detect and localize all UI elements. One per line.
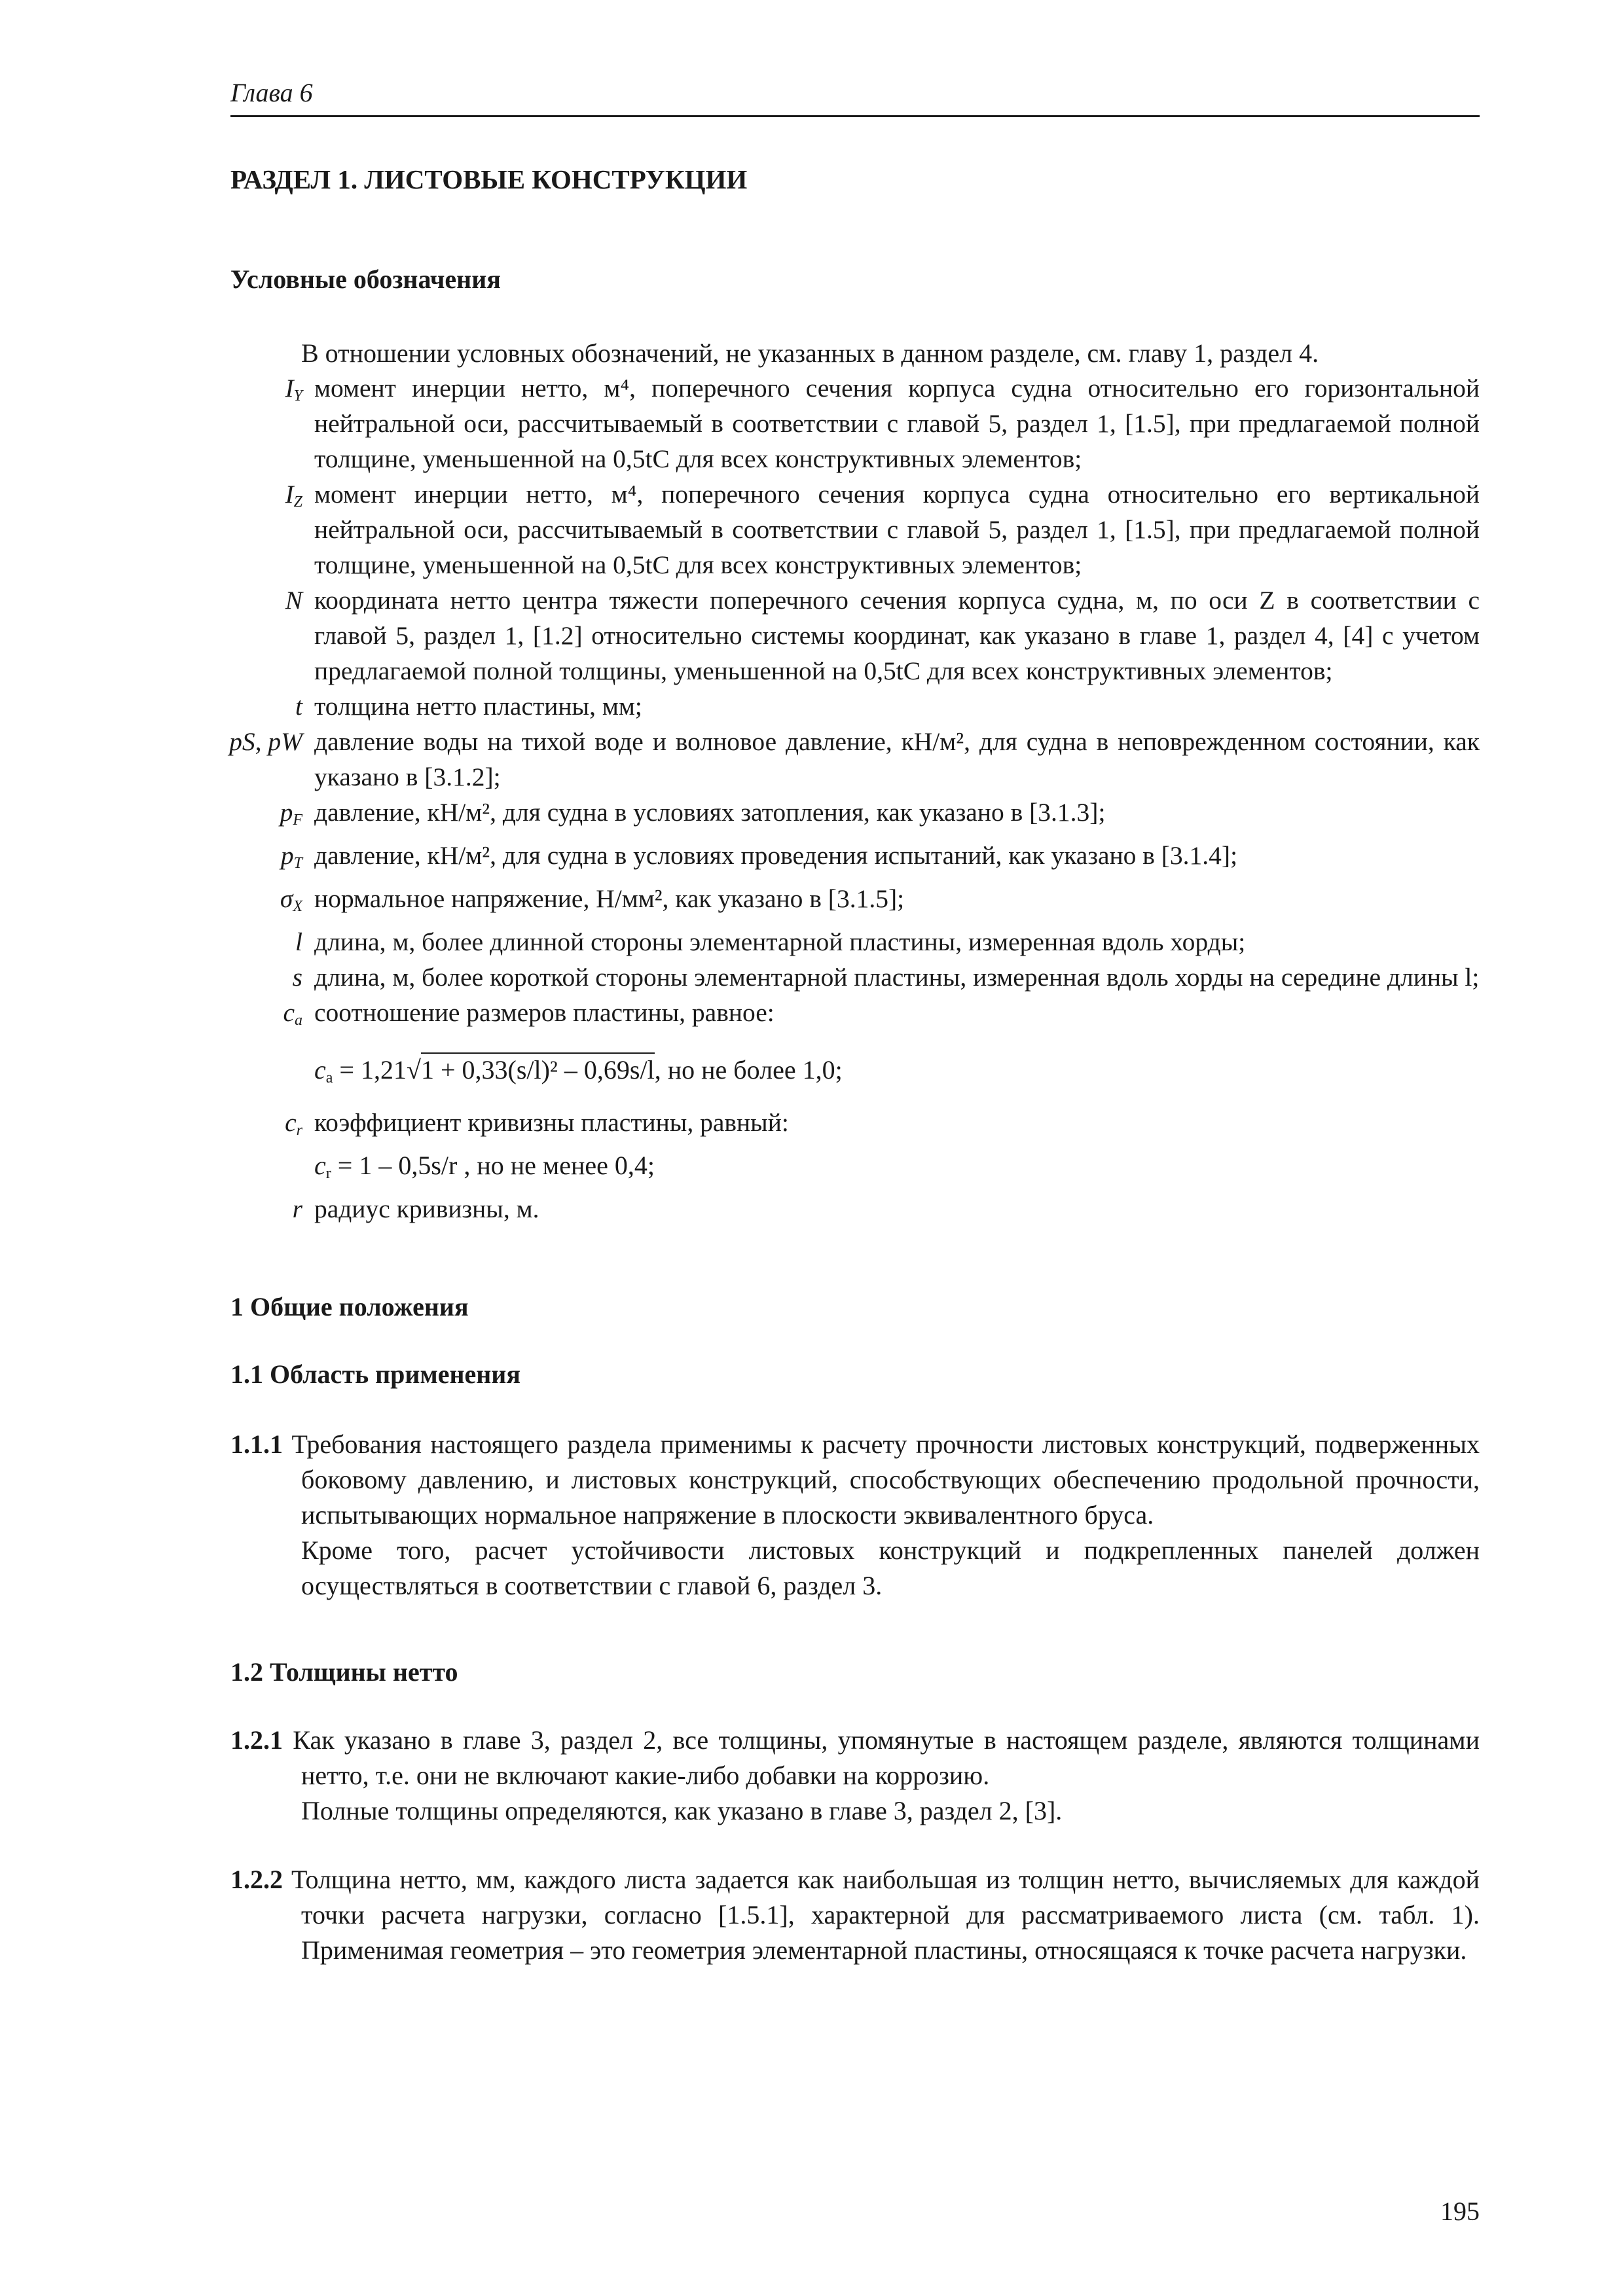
symbol-definition: длина, м, более короткой стороны элементарной пластины, измеренная вдоль хорды на середине длины l; — [314, 963, 1480, 992]
symbol-row-iy — [196, 370, 1480, 476]
symbol-definition: давление, кН/м², для судна в условиях проведения испытаний, как указано в [3.1.4]; — [314, 841, 1238, 870]
symbol-row-pt — [196, 838, 1480, 881]
symbol-definition: коэффициент кривизны пластины, равный: — [314, 1108, 789, 1137]
paragraph-number: 1.2.2 — [230, 1865, 283, 1894]
symbol: s — [292, 963, 302, 992]
section-title: РАЗДЕЛ 1. ЛИСТОВЫЕ КОНСТРУКЦИИ — [230, 164, 748, 194]
symbol-row-s — [196, 960, 1480, 995]
symbol-row-ps-pw — [196, 724, 1480, 795]
symbols-list — [196, 370, 1480, 1227]
heading-general-provisions: 1 Общие положения — [230, 1292, 469, 1321]
symbol-row-iz — [196, 476, 1480, 583]
symbol-definition: момент инерции нетто, м⁴, поперечного сечения корпуса судна относительно его вертикальной нейтральной оси, рассчитываемый в соответствии с главой 5, раздел 1, [1.5], при предлагаемой полной толщине, уменьшенной на 0,5tC для всех конструктивных элементов; — [314, 480, 1480, 579]
symbol: $I_Z$ — [285, 480, 302, 511]
symbol-row-l — [196, 924, 1480, 960]
page-number: 195 — [1440, 2197, 1480, 2226]
symbol: pS, pW — [229, 727, 302, 756]
symbol-definition: толщина нетто пластины, мм; — [314, 692, 642, 721]
symbol-definition: радиус кривизны, м. — [314, 1194, 539, 1223]
symbol: t — [295, 692, 302, 721]
symbol-row-sigma-x — [196, 881, 1480, 924]
paragraph-1-1-1: 1.1.1 Требования настоящего раздела применимы к расчету прочности листовых конструкций, подверженных боковому давлению, и листовых конструкций, способствующих обеспечению продольной прочности, испытывающих нормальное напряжение в плоскости эквивалентного бруса. Кроме того, расчет устойчивости листовых конструкций и подкрепленных панелей должен осуществляться в соответствии с главой 6, раздел 3. — [230, 1429, 1480, 1600]
formula-ca: $c_a = 1,21√1 + 0,33(s/l)^2 - 0,69s/l$, но не более 1,0; — [314, 1052, 843, 1096]
symbol: $p_T$ — [280, 841, 302, 872]
symbol-definition: соотношение размеров пластины, равное: — [314, 998, 775, 1027]
header-rule — [230, 115, 1480, 117]
symbols-intro: В отношении условных обозначений, не указанных в данном разделе, см. главу 1, раздел 4. — [301, 338, 1319, 368]
formula-cr: $c_r = 1 - 0,5s/r$ , но не менее 0,4; — [314, 1151, 655, 1182]
symbol-row-n — [196, 583, 1480, 689]
symbol-row-ca — [196, 995, 1480, 1038]
paragraph-1-2-2: 1.2.2 Толщина нетто, мм, каждого листа задается как наибольшая из толщин нетто, вычисляемых для каждой точки расчета нагрузки, согласно [1.5.1], характерной для рассматриваемого листа (см. табл. 1). Применимая геометрия – это геометрия элементарной пластины, относящаяся к точке расчета нагрузки. — [230, 1865, 1480, 1965]
symbol: $c_a$ — [283, 998, 302, 1029]
symbol-row-cr — [196, 1105, 1480, 1148]
symbol-definition: давление, кН/м², для судна в условиях затопления, как указано в [3.1.3]; — [314, 798, 1106, 827]
heading-scope: 1.1 Область применения — [230, 1359, 520, 1389]
paragraph-number: 1.1.1 — [230, 1429, 283, 1459]
heading-net-thickness: 1.2 Толщины нетто — [230, 1657, 458, 1687]
paragraph-number: 1.2.1 — [230, 1725, 283, 1755]
symbol: $c_r$ — [285, 1108, 302, 1139]
symbol: l — [295, 927, 302, 956]
symbol-row-pf — [196, 795, 1480, 838]
symbol-definition: длина, м, более длинной стороны элементарной пластины, измеренная вдоль хорды; — [314, 927, 1246, 956]
sqrt-sign: √ — [406, 1055, 421, 1085]
symbol-row-r — [196, 1191, 1480, 1227]
symbol: $\sigma_X$ — [280, 884, 302, 915]
running-head: Глава 6 — [230, 78, 313, 107]
symbol-definition: давление воды на тихой воде и волновое давление, кН/м², для судна в неповрежденном состоянии, как указано в [3.1.2]; — [314, 727, 1480, 791]
symbol: r — [292, 1194, 302, 1223]
symbol: N — [285, 586, 302, 615]
symbol-definition: координата нетто центра тяжести поперечного сечения корпуса судна, м, по оси Z в соответствии с главой 5, раздел 1, [1.2] относительно системы координат, как указано в главе 1, раздел 4, [4] с учетом предлагаемой полной толщины, уменьшенной на 0,5tC для всех конструктивных элементов; — [314, 586, 1480, 685]
symbol-row-t — [196, 689, 1480, 724]
formula-ca-row — [196, 1052, 1480, 1096]
symbols-heading: Условные обозначения — [230, 264, 501, 294]
symbol: $p_F$ — [280, 798, 302, 829]
symbol: $I_Y$ — [285, 374, 302, 404]
paragraph-1-2-1: 1.2.1 Как указано в главе 3, раздел 2, все толщины, упомянутые в настоящем разделе, являются толщинами нетто, т.е. они не включают какие-либо добавки на коррозию. Полные толщины определяются, как указано в главе 3, раздел 2, [3]. — [230, 1725, 1480, 1825]
symbol-definition: момент инерции нетто, м⁴, поперечного сечения корпуса судна относительно его горизонтальной нейтральной оси, рассчитываемый в соответствии с главой 5, раздел 1, [1.5], при предлагаемой полной толщине, уменьшенной на 0,5tC для всех конструктивных элементов; — [314, 374, 1480, 473]
symbol-definition: нормальное напряжение, Н/мм², как указано в [3.1.5]; — [314, 884, 905, 913]
formula-cr-row — [196, 1148, 1480, 1191]
